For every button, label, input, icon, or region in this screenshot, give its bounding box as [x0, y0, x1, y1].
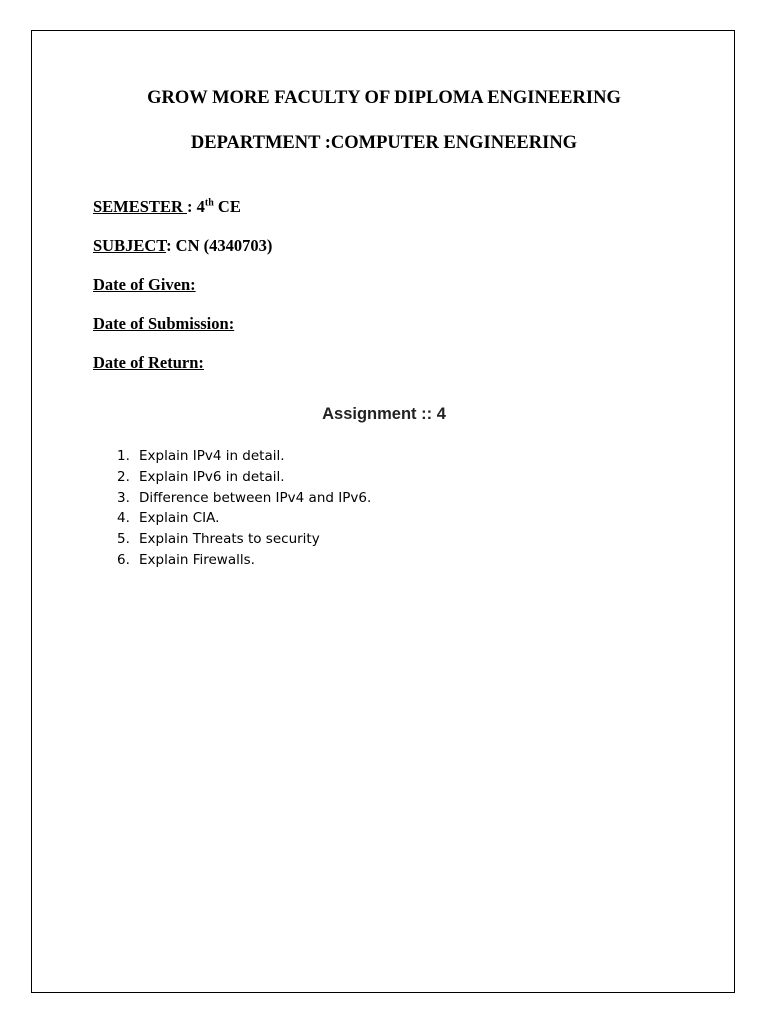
question-number: 3.	[117, 489, 130, 506]
list-item	[117, 550, 371, 571]
date-submission-label: Date of Submission:	[93, 314, 235, 333]
question-text: Explain Firewalls.	[139, 551, 255, 568]
question-number: 4.	[117, 510, 130, 527]
department-heading: DEPARTMENT :COMPUTER ENGINEERING	[190, 133, 578, 153]
college-title: GROW MORE FACULTY OF DIPLOMA ENGINEERING	[147, 88, 621, 108]
semester-label: SEMESTER	[93, 197, 187, 216]
subject-field	[93, 236, 272, 256]
date-given-field	[93, 275, 196, 295]
subject-value: : CN (4340703)	[166, 236, 273, 255]
assignment-heading: Assignment :: 4	[322, 405, 446, 423]
semester-separator: : 4	[187, 197, 205, 216]
list-item	[117, 446, 371, 467]
question-text: Difference between IPv4 and IPv6.	[139, 489, 372, 506]
question-number: 6.	[117, 551, 130, 568]
question-list	[117, 446, 371, 571]
date-submission-field	[93, 314, 234, 334]
question-text: Explain IPv4 in detail.	[139, 448, 285, 464]
date-return-label: Date of Return:	[93, 353, 204, 372]
question-text: Explain Threats to security	[139, 531, 320, 548]
question-number: 2.	[117, 468, 130, 485]
list-item	[117, 467, 371, 488]
date-return-field	[93, 353, 204, 373]
list-item	[117, 529, 371, 550]
list-item	[117, 508, 371, 529]
date-given-label: Date of Given:	[93, 275, 196, 294]
question-number: 5.	[117, 531, 130, 548]
semester-field	[93, 197, 241, 217]
list-item	[117, 488, 371, 509]
subject-label: SUBJECT	[93, 236, 167, 255]
semester-superscript: th	[204, 197, 214, 209]
question-text: Explain IPv6 in detail.	[139, 468, 285, 485]
question-number: 1.	[117, 448, 130, 464]
question-text: Explain CIA.	[139, 510, 220, 527]
semester-value: CE	[213, 197, 241, 216]
